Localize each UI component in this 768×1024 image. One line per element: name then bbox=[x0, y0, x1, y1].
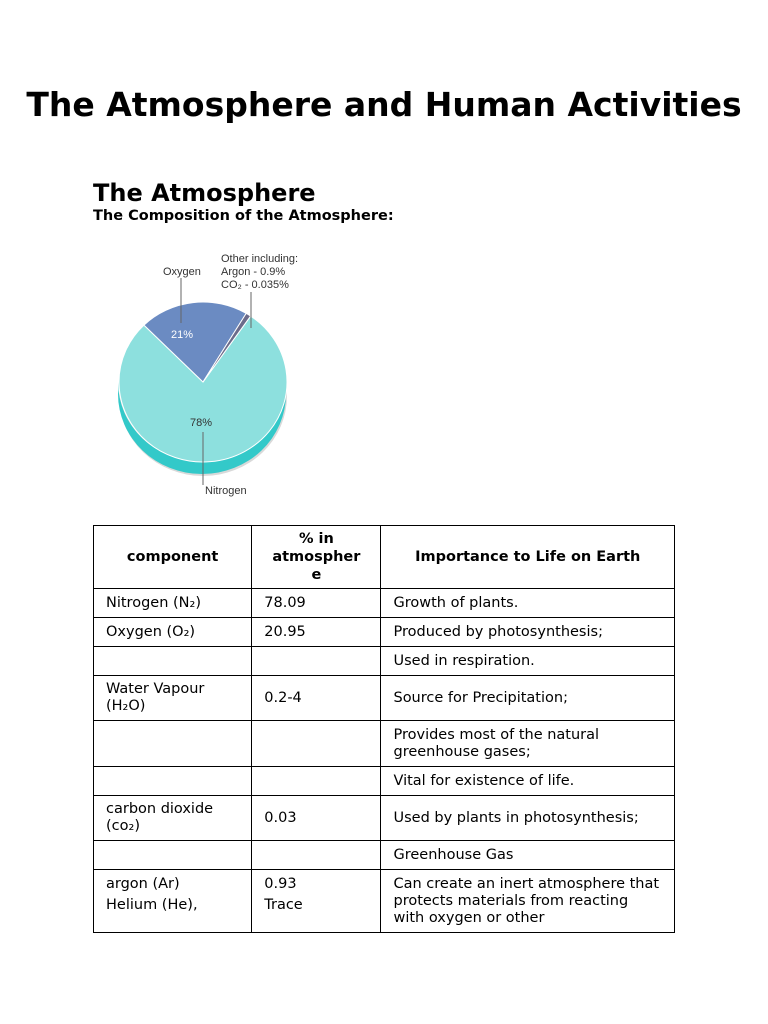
header-percent: % in atmospher e bbox=[252, 526, 381, 589]
other-label-line2: Argon - 0.9% bbox=[221, 266, 286, 278]
cell-importance: Vital for existence of life. bbox=[381, 767, 675, 796]
header-importance: Importance to Life on Earth bbox=[381, 526, 675, 589]
cell-percent: 0.03 bbox=[252, 796, 381, 841]
oxygen-label: Oxygen bbox=[163, 266, 201, 278]
cell-importance: Source for Precipitation; bbox=[381, 676, 675, 721]
cell-importance: Greenhouse Gas bbox=[381, 841, 675, 870]
cell-percent bbox=[252, 870, 381, 933]
cell-importance: Provides most of the natural greenhouse gases; bbox=[381, 721, 675, 767]
cell-percent-line: 0.93 bbox=[264, 876, 297, 892]
cell-component: carbon dioxide (co₂) bbox=[94, 796, 252, 841]
cell-importance: Used by plants in photosynthesis; bbox=[381, 796, 675, 841]
nitrogen-percent-label: 78% bbox=[190, 417, 213, 429]
cell-percent bbox=[252, 721, 381, 767]
table-row bbox=[94, 618, 675, 647]
table-row bbox=[94, 841, 675, 870]
document-title: The Atmosphere and Human Activities bbox=[26, 85, 742, 124]
other-label-line1: Other including: bbox=[221, 253, 299, 265]
section-subheading: The Composition of the Atmosphere: bbox=[93, 208, 394, 224]
table-row bbox=[94, 767, 675, 796]
cell-importance: Produced by photosynthesis; bbox=[381, 618, 675, 647]
table-row bbox=[94, 870, 675, 933]
cell-importance: Growth of plants. bbox=[381, 589, 675, 618]
cell-component bbox=[94, 721, 252, 767]
cell-component: Water Vapour (H₂O) bbox=[94, 676, 252, 721]
cell-importance: Used in respiration. bbox=[381, 647, 675, 676]
cell-component bbox=[94, 647, 252, 676]
cell-component-line: Helium (He), bbox=[106, 897, 198, 913]
table-row bbox=[94, 721, 675, 767]
cell-importance: Can create an inert atmosphere that protects materials from reacting with oxygen or other bbox=[381, 870, 675, 933]
table-row bbox=[94, 796, 675, 841]
cell-percent bbox=[252, 647, 381, 676]
header-component: component bbox=[94, 526, 252, 589]
cell-percent-line: Trace bbox=[264, 897, 303, 913]
other-label-line3: CO₂ - 0.035% bbox=[221, 279, 289, 291]
cell-component-line: argon (Ar) bbox=[106, 876, 180, 892]
cell-component: Oxygen (O₂) bbox=[94, 618, 252, 647]
cell-percent: 20.95 bbox=[252, 618, 381, 647]
cell-percent: 0.2-4 bbox=[252, 676, 381, 721]
table-row bbox=[94, 647, 675, 676]
composition-table bbox=[93, 525, 675, 933]
cell-component: Nitrogen (N₂) bbox=[94, 589, 252, 618]
section-heading: The Atmosphere bbox=[93, 179, 316, 207]
oxygen-percent-label: 21% bbox=[171, 329, 194, 341]
nitrogen-label: Nitrogen bbox=[205, 485, 247, 497]
cell-percent bbox=[252, 767, 381, 796]
table-row bbox=[94, 676, 675, 721]
cell-percent: 78.09 bbox=[252, 589, 381, 618]
composition-pie-chart bbox=[93, 240, 333, 505]
table-row bbox=[94, 589, 675, 618]
cell-percent bbox=[252, 841, 381, 870]
cell-component bbox=[94, 870, 252, 933]
cell-component bbox=[94, 841, 252, 870]
cell-component bbox=[94, 767, 252, 796]
